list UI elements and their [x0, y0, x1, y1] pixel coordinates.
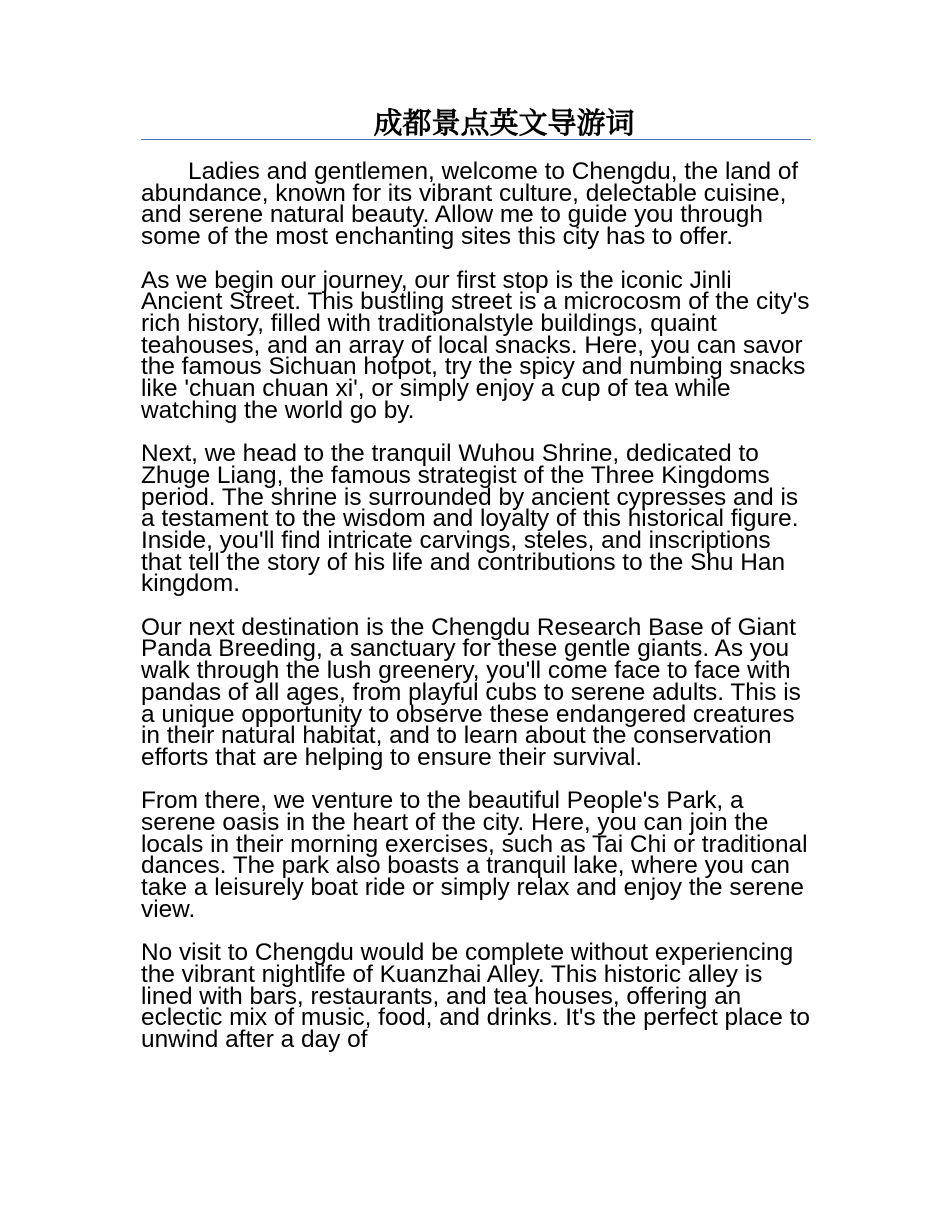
title-block	[141, 104, 811, 142]
paragraph-kuanzhai-alley: No visit to Chengdu would be complete without experiencing the vibrant nightlife of Kuanzhai Alley. This historic alley is lined with bars, restaurants, and tea houses, offering an eclectic mix of music, food, and drinks. It's the perfect place to unwind after a day of	[141, 939, 810, 1054]
paragraph-peoples-park: From there, we venture to the beautiful People's Park, a serene oasis in the heart of the city. Here, you can join the locals in their morning exercises, such as Tai Chi or traditional dances. The park also boasts a tranquil lake, where you can take a leisurely boat ride or simply relax and enjoy the serene view.	[141, 787, 808, 923]
paragraph-intro: Ladies and gentlemen, welcome to Chengdu, the land of abundance, known for its vibrant culture, delectable cuisine, and serene natural beauty. Allow me to guide you through some of the most enchanting sites this city has to offer.	[141, 158, 799, 251]
title-underline-rule	[141, 139, 811, 140]
document-body	[141, 158, 811, 1054]
document-title: 成都景点英文导游词	[373, 106, 635, 140]
paragraph-panda-base: Our next destination is the Chengdu Research Base of Giant Panda Breeding, a sanctuary for these gentle giants. As you walk through the lush greenery, you'll come face to face with pandas of all ages, from playful cubs to serene adults. This is a unique opportunity to observe these endangered creatures in their natural habitat, and to learn about the conservation efforts that are helping to ensure their survival.	[141, 613, 801, 771]
paragraph-wuhou-shrine: Next, we head to the tranquil Wuhou Shrine, dedicated to Zhuge Liang, the famous strategist of the Three Kingdoms period. The shrine is surrounded by ancient cypresses and is a testament to the wisdom and loyalty of this historical figure. Inside, you'll find intricate carvings, steles, and inscriptions that tell the story of his life and contributions to the Shu Han kingdom.	[141, 440, 799, 598]
paragraph-jinli-street: As we begin our journey, our first stop is the iconic Jinli Ancient Street. This bustling street is a microcosm of the city's rich history, filled with traditionalstyle buildings, quaint teahouses, and an array of local snacks. Here, you can savor the famous Sichuan hotpot, try the spicy and numbing snacks like 'chuan chuan xi', or simply enjoy a cup of tea while watching the world go by.	[141, 266, 810, 424]
document-page	[141, 104, 811, 1072]
